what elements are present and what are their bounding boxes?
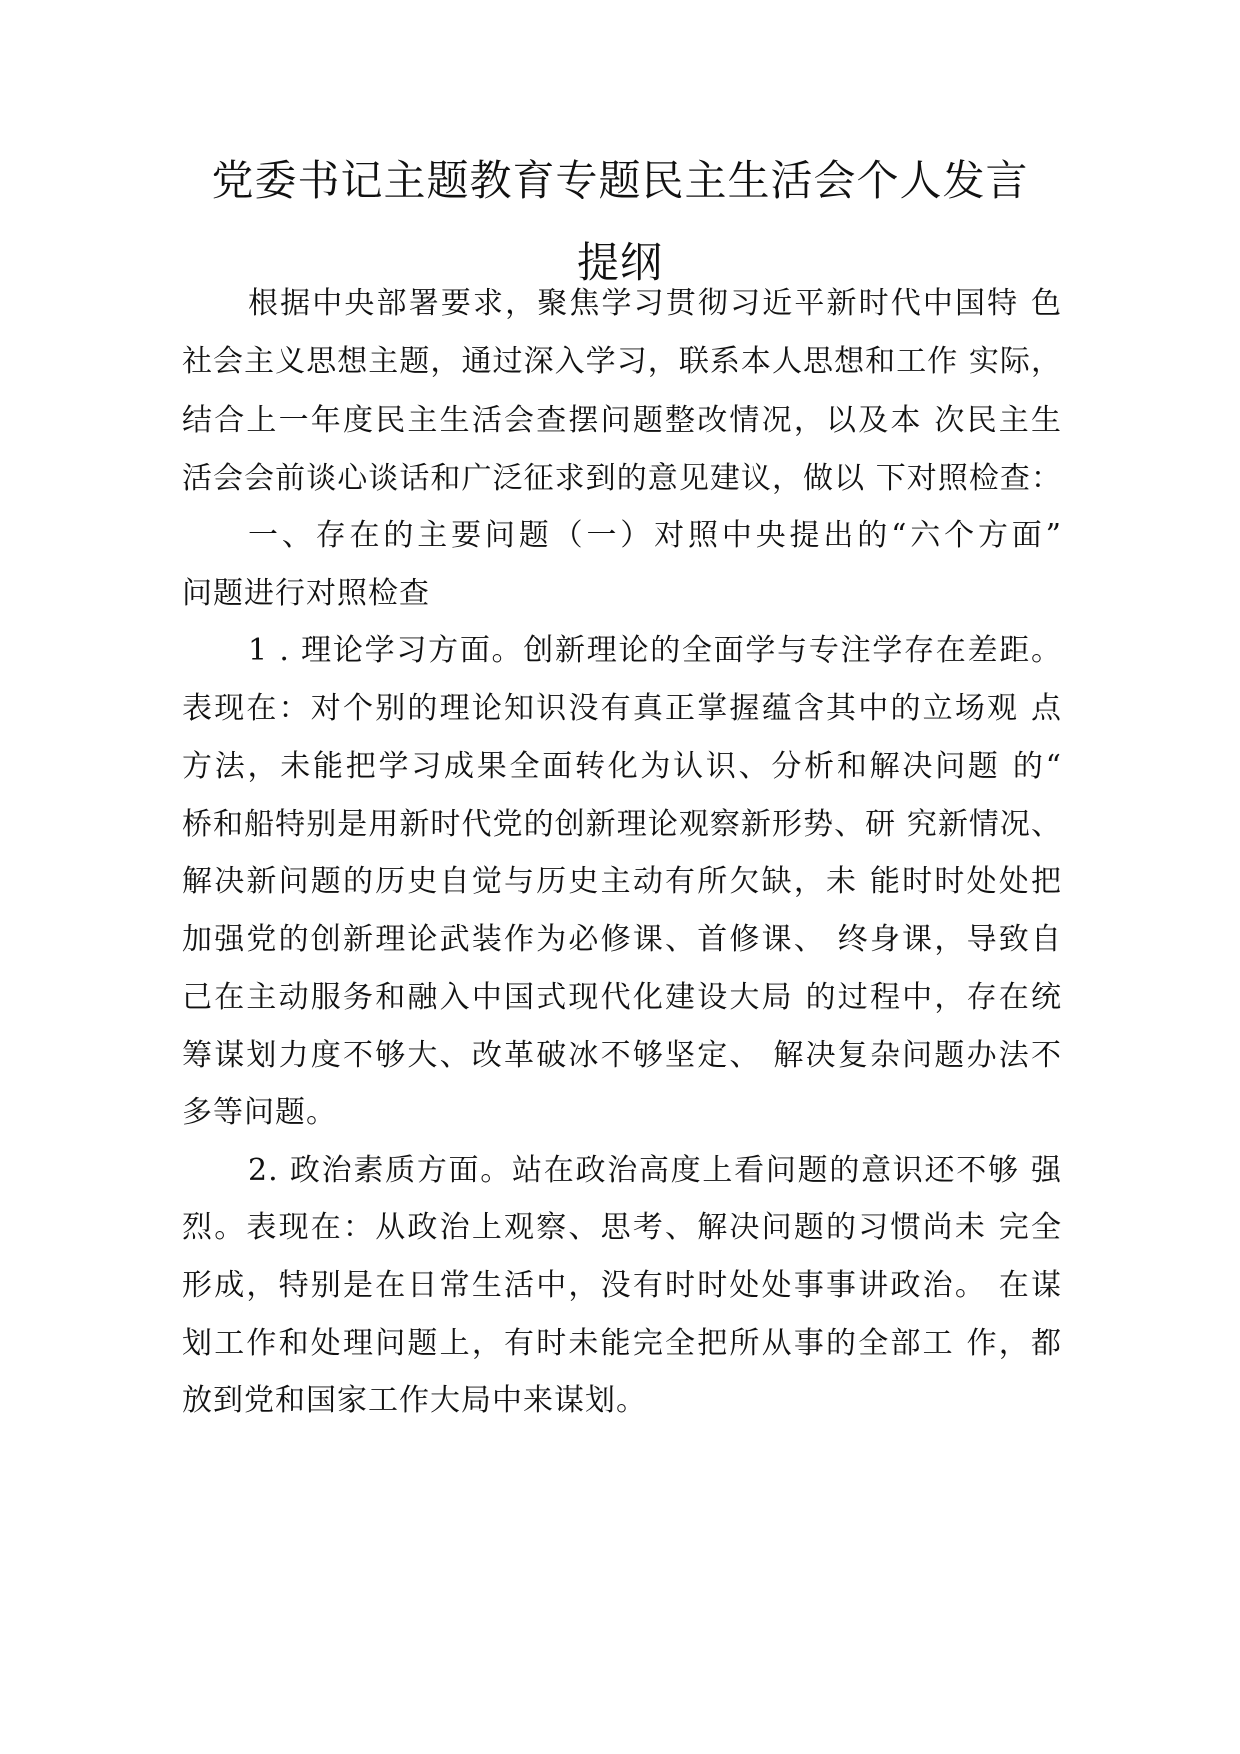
body-text-line: 2. 政治素质方面。站在政治高度上看问题的意识还不够 强 xyxy=(248,1153,1062,1188)
body-text-line: 放到党和国家工作大局中来谋划。 xyxy=(182,1383,647,1418)
body-text-line: 烈。表现在：从政治上观察、思考、解决问题的习惯尚未 完全 xyxy=(182,1210,1062,1245)
document-title-line-2: 提纲 xyxy=(576,238,663,287)
body-text-line: 己在主动服务和融入中国式现代化建设大局 的过程中，存在统 xyxy=(182,980,1062,1015)
body-text-line: 多等问题。 xyxy=(182,1095,337,1130)
body-text-line: 问题进行对照检查 xyxy=(182,576,430,611)
body-text-line: 活会会前谈心谈话和广泛征求到的意见建议，做以 下对照检查： xyxy=(182,461,1062,496)
body-text-line: 加强党的创新理论武装作为必修课、首修课、 终身课，导致自 xyxy=(182,922,1062,957)
body-text-line: 方法，未能把学习成果全面转化为认识、分析和解决问题 的“ xyxy=(182,749,1062,784)
body-text-line: 1 . 理论学习方面。创新理论的全面学与专注学存在差距。 xyxy=(248,633,1062,668)
body-text-line: 解决新问题的历史自觉与历史主动有所欠缺，未 能时时处处把 xyxy=(182,864,1062,899)
body-text-line: 表现在：对个别的理论知识没有真正掌握蕴含其中的立场观 点 xyxy=(182,691,1062,726)
body-text-line: 桥和船特别是用新时代党的创新理论观察新形势、研 究新情况、 xyxy=(182,807,1062,842)
body-text-line: 筹谋划力度不够大、改革破冰不够坚定、 解决复杂问题办法不 xyxy=(182,1038,1062,1073)
document-title-line-1: 党委书记主题教育专题民主生活会个人发言 xyxy=(211,156,1029,205)
body-text-line: 一、存在的主要问题（一）对照中央提出的“六个方面” xyxy=(248,518,1062,553)
body-text-line: 根据中央部署要求，聚焦学习贯彻习近平新时代中国特 色 xyxy=(248,286,1062,321)
body-text-line: 划工作和处理问题上，有时未能完全把所从事的全部工 作，都 xyxy=(182,1326,1062,1361)
body-text-line: 形成，特别是在日常生活中，没有时时处处事事讲政治。 在谋 xyxy=(182,1268,1062,1303)
body-text-line: 结合上一年度民主生活会查摆问题整改情况，以及本 次民主生 xyxy=(182,403,1062,438)
body-text-line: 社会主义思想主题，通过深入学习，联系本人思想和工作 实际， xyxy=(182,344,1062,379)
